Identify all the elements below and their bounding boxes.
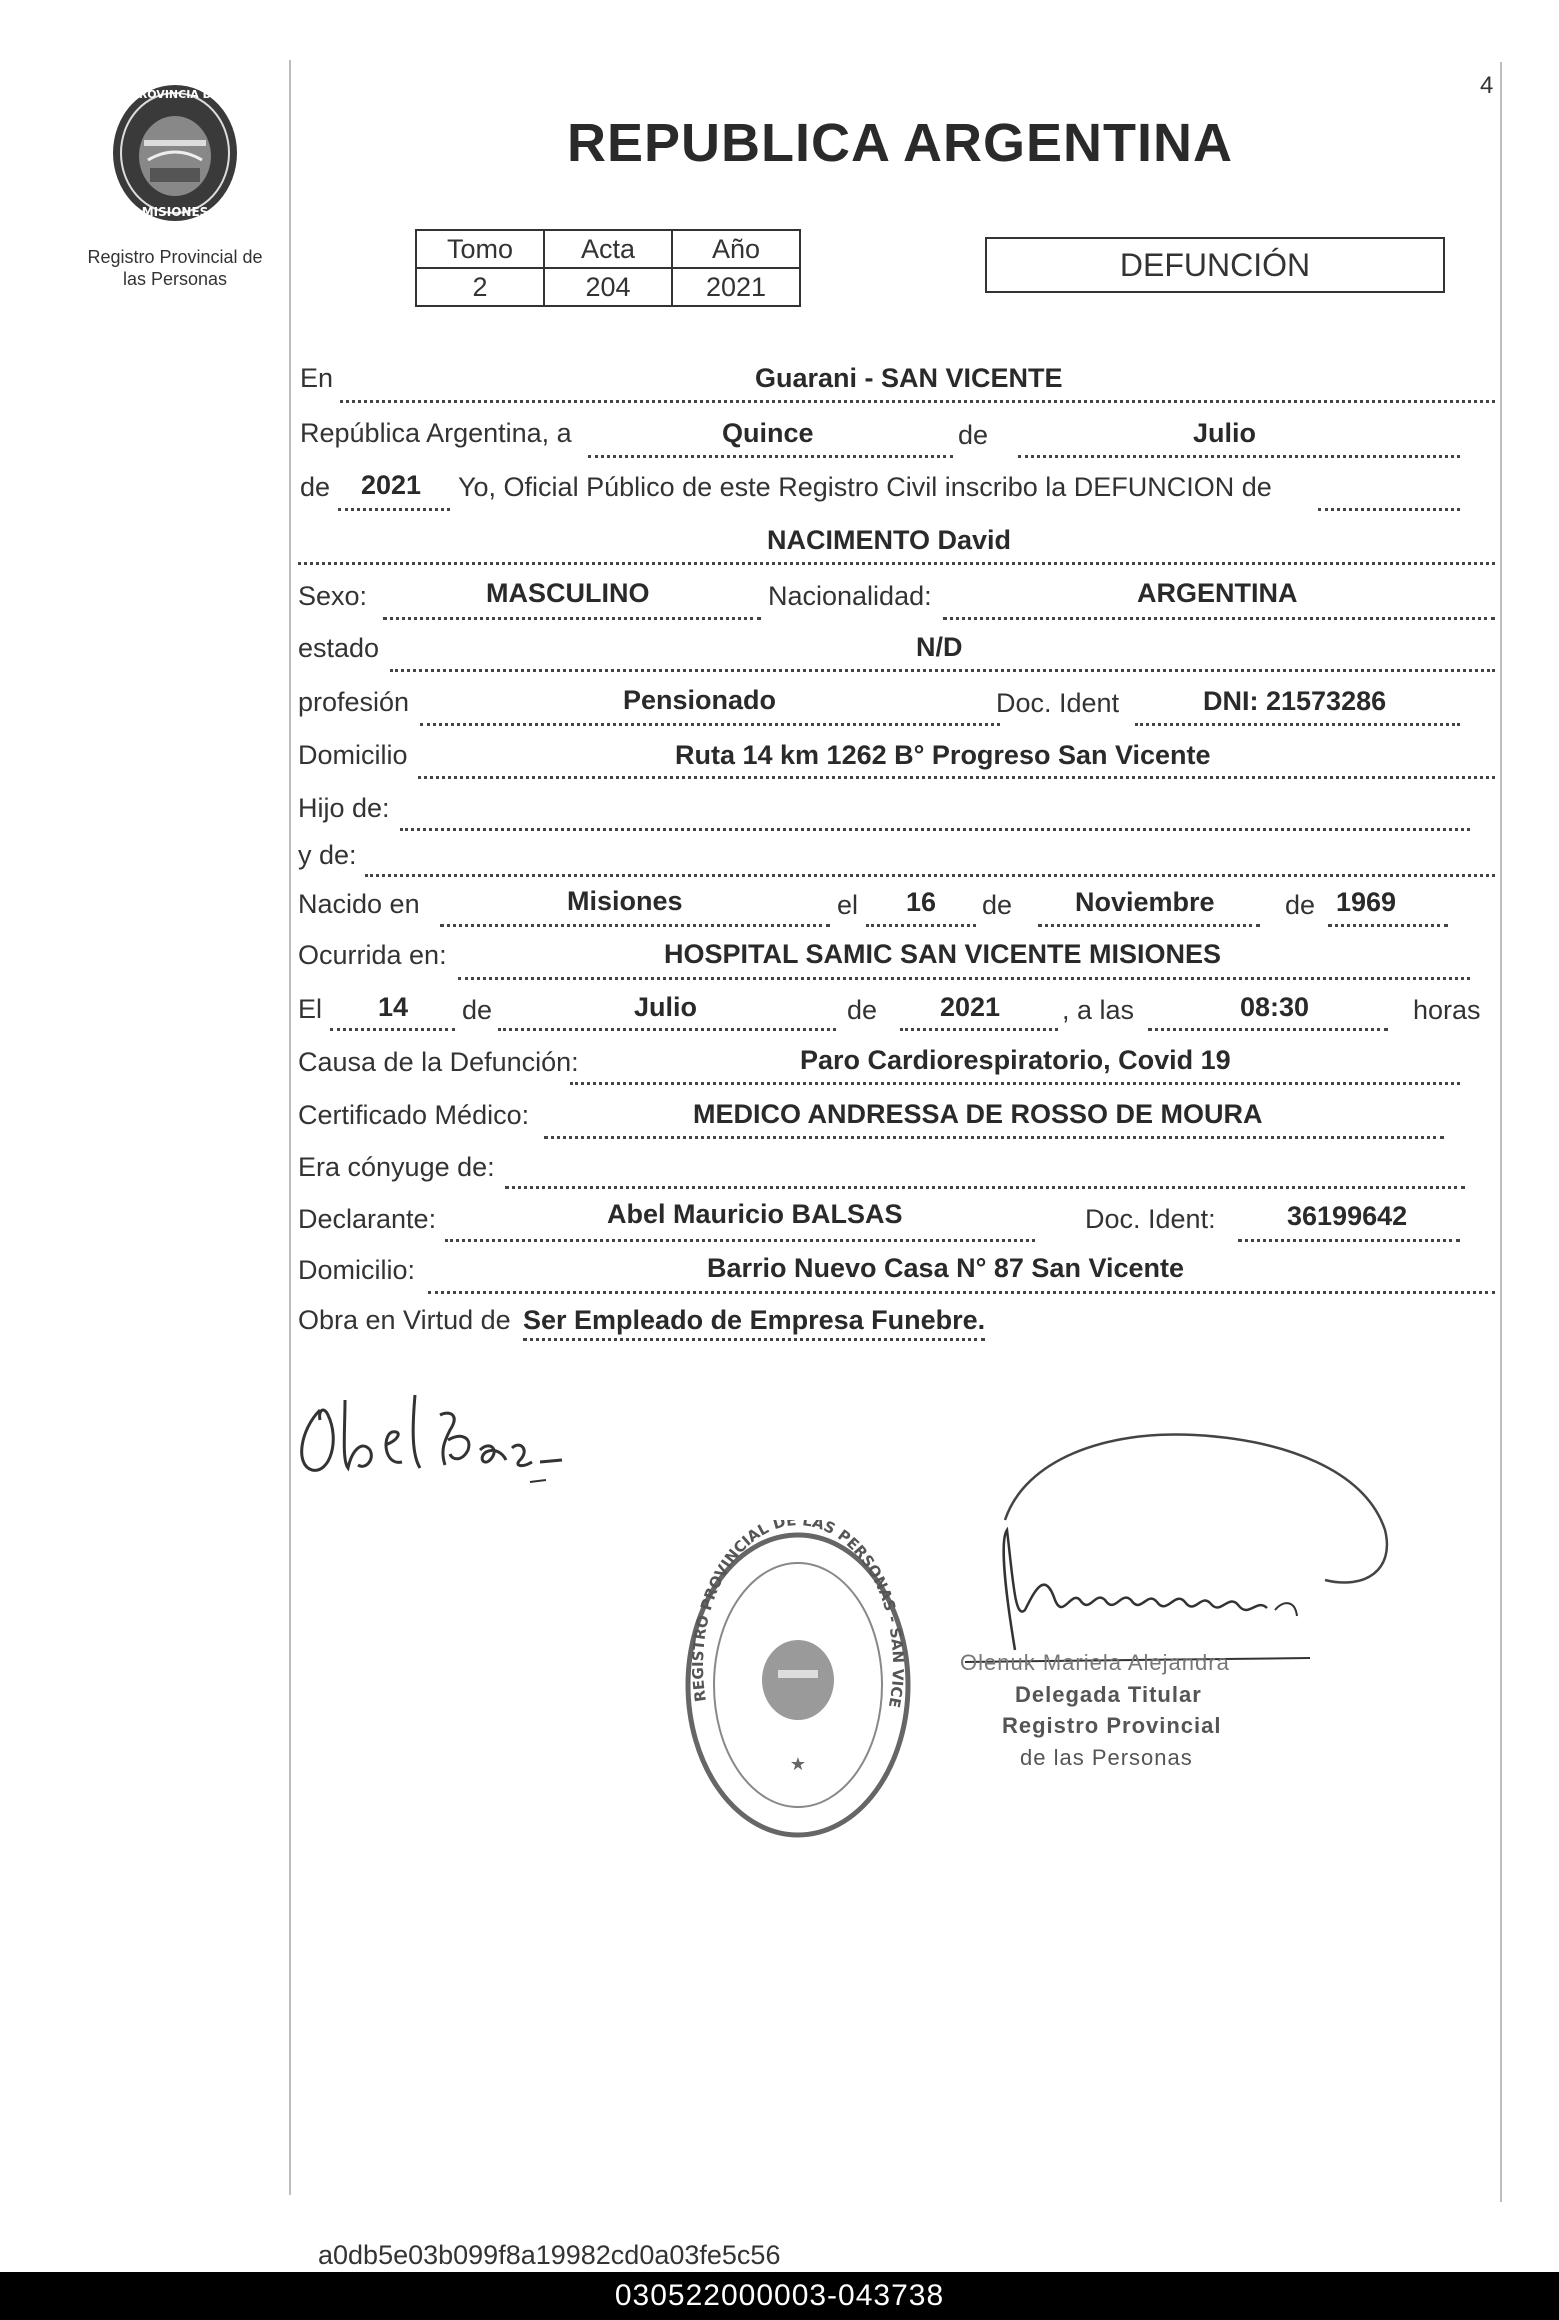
- obra-label: Obra en Virtud de: [298, 1305, 511, 1335]
- causa-label: Causa de la Defunción:: [298, 1047, 579, 1077]
- decl-doc-dotted-line: [1238, 1239, 1460, 1242]
- death-time: 08:30: [1240, 992, 1310, 1022]
- death-day: 14: [378, 992, 409, 1022]
- el-cap-label: El: [298, 994, 323, 1024]
- right-margin-line: [1500, 62, 1502, 2202]
- document-hash: a0db5e03b099f8a19982cd0a03fe5c56: [318, 2240, 781, 2270]
- en-label: En: [300, 363, 334, 393]
- horas-label: horas: [1413, 995, 1481, 1025]
- official-signature: [945, 1420, 1405, 1680]
- nacido-label: Nacido en: [298, 889, 420, 919]
- estado-label: estado: [298, 633, 380, 663]
- conyuge-label: Era cónyuge de:: [298, 1152, 495, 1182]
- declarante-value: Abel Mauricio BALSAS: [607, 1199, 903, 1229]
- stamp-icon: [678, 1520, 918, 1850]
- birth-year: 1969: [1336, 887, 1397, 917]
- doc-ident-label: Doc. Ident: [996, 688, 1120, 718]
- svg-text:PROVINCIA DE: PROVINCIA DE: [130, 88, 220, 101]
- registry-table: [415, 229, 801, 307]
- sexo-label: Sexo:: [298, 581, 368, 611]
- birth-day-dotted-line: [866, 924, 976, 927]
- doc-ident-dotted-line: [1135, 723, 1460, 726]
- footer-code-bar: 030522000003-043738: [0, 2272, 1559, 2320]
- official-stamp: [678, 1520, 918, 1850]
- decl-domicilio-value: Barrio Nuevo Casa N° 87 San Vicente: [707, 1253, 1184, 1283]
- conyuge-dotted-line: [505, 1186, 1465, 1189]
- registry-header-tomo: Tomo: [416, 230, 544, 268]
- decl-domicilio-dotted-line: [428, 1291, 1495, 1294]
- death-time-dotted-line: [1148, 1028, 1388, 1031]
- month-value: Julio: [1193, 418, 1257, 448]
- official-title-3: de las Personas: [1020, 1745, 1193, 1770]
- sexo-value: MASCULINO: [486, 578, 650, 608]
- profesion-value: Pensionado: [623, 685, 777, 715]
- estado-value: N/D: [916, 632, 963, 662]
- registry-value-ano: 2021: [672, 268, 800, 306]
- profesion-dotted-line: [420, 723, 1000, 726]
- official-handwritten-signature-icon: [945, 1420, 1405, 1680]
- official-name: Olenuk Mariela Alejandra: [960, 1650, 1230, 1675]
- organization-name: [70, 246, 280, 290]
- de-label-1: de: [958, 420, 989, 450]
- causa-dotted-line: [570, 1082, 1460, 1085]
- en-dotted-line: [340, 400, 1495, 403]
- year-dotted-line: [338, 508, 450, 511]
- nacido-dotted-line: [440, 924, 830, 927]
- name-dotted-line: [298, 562, 1495, 565]
- declarante-label: Declarante:: [298, 1204, 437, 1234]
- ocurrida-label: Ocurrida en:: [298, 940, 447, 970]
- death-year-dotted-line: [900, 1028, 1058, 1031]
- month-dotted-line: [1018, 455, 1460, 458]
- day-dotted-line: [588, 455, 953, 458]
- seal-icon: [100, 78, 250, 228]
- death-year: 2021: [940, 992, 1001, 1022]
- declarant-signature: [290, 1370, 610, 1490]
- hijo-dotted-line: [400, 828, 1470, 831]
- svg-text:REGISTRO PROVINCIAL DE LAS PER: REGISTRO PROVINCIAL DE LAS PERSONAS - SAN VICE: [688, 1520, 908, 1710]
- yo-text: Yo, Oficial Público de este Registro Civil inscribo la DEFUNCION de: [458, 472, 1272, 502]
- death-month-dotted-line: [498, 1028, 836, 1031]
- en-value: Guarani - SAN VICENTE: [755, 363, 1063, 393]
- registry-value-tomo: 2: [416, 268, 544, 306]
- official-title-1: Delegada Titular: [1015, 1682, 1202, 1707]
- decl-domicilio-label: Domicilio:: [298, 1255, 416, 1285]
- yde-label: y de:: [298, 840, 357, 870]
- de-label-3: de: [982, 890, 1013, 920]
- registry-header-ano: Año: [672, 230, 800, 268]
- day-value: Quince: [722, 418, 814, 448]
- province-seal-logo: [100, 78, 250, 228]
- page-number: 4: [1480, 72, 1494, 99]
- doc-ident-value: DNI: 21573286: [1203, 686, 1387, 716]
- yo-dotted-line: [1318, 508, 1460, 511]
- estado-dotted-line: [390, 669, 1495, 672]
- organization-line2: las Personas: [122, 269, 228, 289]
- left-margin-line: [289, 60, 291, 2195]
- death-day-dotted-line: [330, 1028, 455, 1031]
- svg-text:MISIONES: MISIONES: [141, 205, 209, 219]
- death-month: Julio: [634, 992, 698, 1022]
- organization-line1: Registro Provincial de: [87, 247, 263, 267]
- republica-label: República Argentina, a: [300, 418, 572, 448]
- certificado-value: MEDICO ANDRESSA DE ROSSO DE MOURA: [693, 1099, 1263, 1129]
- nacionalidad-value: ARGENTINA: [1137, 578, 1298, 608]
- de-label-5: de: [462, 995, 493, 1025]
- registry-header-row: [416, 230, 800, 268]
- de-label-6: de: [847, 995, 878, 1025]
- decl-doc-value: 36199642: [1287, 1201, 1408, 1231]
- svg-text:★: ★: [789, 1754, 807, 1775]
- domicilio-dotted-line: [418, 776, 1495, 779]
- page-title: REPUBLICA ARGENTINA: [567, 113, 1233, 173]
- hijo-label: Hijo de:: [298, 793, 390, 823]
- handwritten-signature-icon: [290, 1370, 610, 1490]
- causa-value: Paro Cardiorespiratorio, Covid 19: [800, 1045, 1231, 1075]
- year-value: 2021: [361, 470, 422, 500]
- declarante-dotted-line: [445, 1239, 1035, 1242]
- deceased-name: NACIMENTO David: [767, 525, 1012, 555]
- birth-year-dotted-line: [1328, 924, 1448, 927]
- birth-day: 16: [906, 887, 937, 917]
- birth-month-dotted-line: [1038, 924, 1260, 927]
- domicilio-value: Ruta 14 km 1262 B° Progreso San Vicente: [675, 740, 1211, 770]
- certificado-label: Certificado Médico:: [298, 1100, 530, 1130]
- profesion-label: profesión: [298, 687, 410, 717]
- nacionalidad-dotted-line: [943, 617, 1495, 620]
- sexo-dotted-line: [383, 617, 761, 620]
- de-label-4: de: [1285, 890, 1316, 920]
- birth-month: Noviembre: [1075, 887, 1215, 917]
- decl-doc-label: Doc. Ident:: [1085, 1204, 1216, 1234]
- registry-value-acta: 204: [544, 268, 672, 306]
- registry-value-row: [416, 268, 800, 306]
- document-type-box: DEFUNCIÓN: [985, 237, 1445, 293]
- el-label: el: [837, 890, 859, 920]
- de-label-2: de: [300, 472, 331, 502]
- ocurrida-dotted-line: [458, 977, 1470, 980]
- registry-header-acta: Acta: [544, 230, 672, 268]
- obra-value: Ser Empleado de Empresa Funebre.: [523, 1305, 985, 1341]
- domicilio-label: Domicilio: [298, 740, 408, 770]
- ocurrida-value: HOSPITAL SAMIC SAN VICENTE MISIONES: [664, 939, 1222, 969]
- nacionalidad-label: Nacionalidad:: [768, 581, 932, 611]
- alas-label: , a las: [1062, 995, 1135, 1025]
- official-title-2: Registro Provincial: [1002, 1713, 1222, 1738]
- yde-dotted-line: [365, 874, 1495, 877]
- nacido-value: Misiones: [567, 886, 683, 916]
- certificado-dotted-line: [544, 1136, 1444, 1139]
